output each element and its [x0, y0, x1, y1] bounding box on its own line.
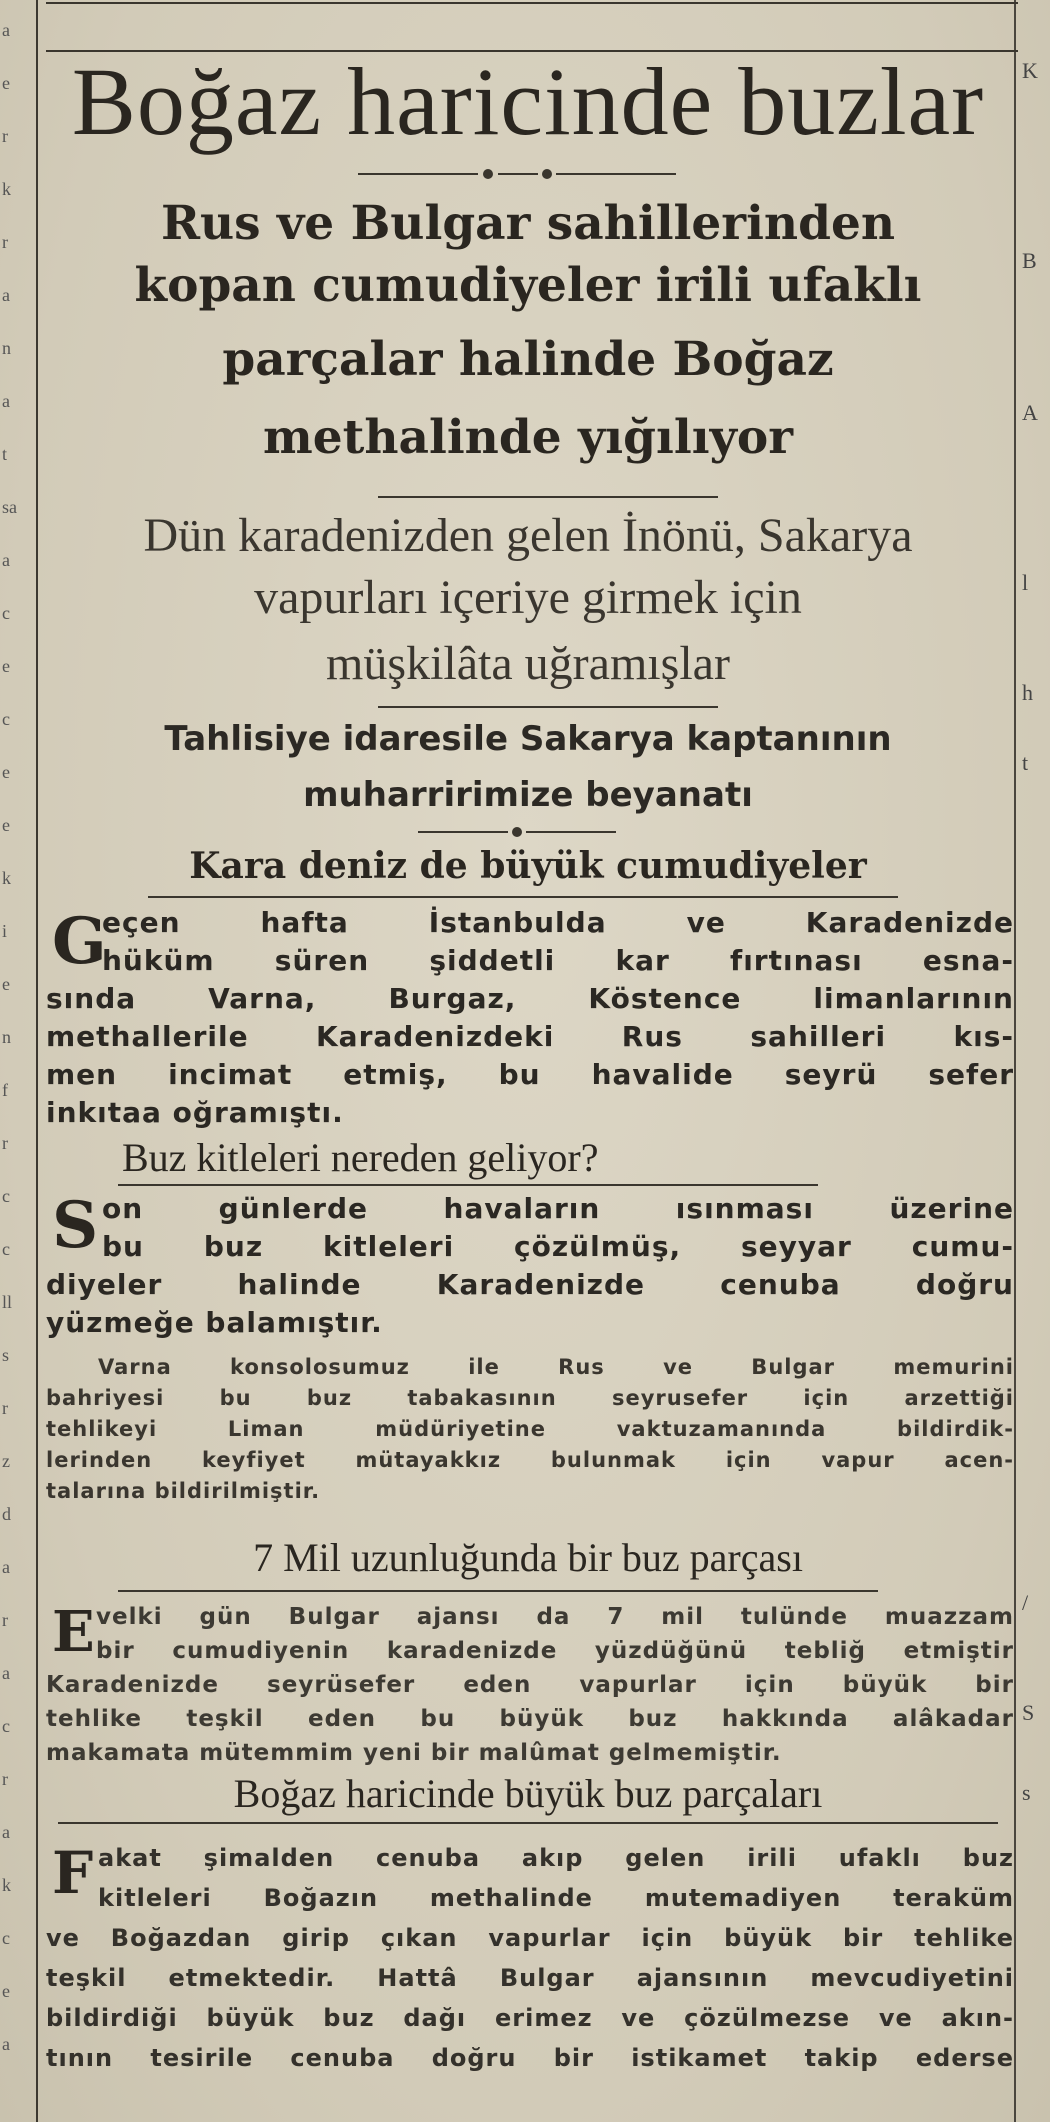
subdeck-line-2: vapurları içeriye girmek için	[254, 571, 802, 624]
margin-fragment: t	[1022, 750, 1029, 775]
margin-fragment: a	[2, 550, 10, 570]
margin-fragment: S	[1022, 1700, 1035, 1725]
text-line: bahriyesi bu buz tabakasının seyrusefer için arzettiği	[46, 1386, 1014, 1410]
margin-fragment: k	[2, 1875, 11, 1895]
ornament-divider	[38, 168, 1018, 180]
margin-fragment: h	[1022, 680, 1033, 705]
margin-fragment: f	[2, 1080, 8, 1100]
text-line: tının tesirile cenuba doğru bir istikamet takip ederse	[46, 2044, 1014, 2072]
margin-fragment: a	[2, 20, 10, 40]
margin-fragment: c	[2, 1716, 10, 1736]
article-column	[36, 0, 1018, 2122]
text-line: sında Varna, Burgaz, Köstence limanlarının	[46, 982, 1014, 1015]
text-line: methallerile Karadenizdeki Rus sahilleri kıs-	[46, 1020, 1014, 1053]
text-line: men incimat etmiş, bu havalide seyrü sefer	[46, 1058, 1014, 1091]
subdeck-line-1: Dün karadenizden gelen İnönü, Sakarya	[143, 509, 913, 562]
section-heading-2: Buz kitleleri nereden geliyor?	[122, 1135, 599, 1180]
section-1-body	[46, 904, 1014, 1132]
text-line: inkıtaa oğramıştı.	[46, 1096, 344, 1129]
ornament-divider	[38, 826, 1018, 838]
text-line: Karadenizde seyrüsefer eden vapurlar için büyük bir	[46, 1672, 1014, 1698]
text-line: bildirdiği büyük buz dağı erimez ve çözülmezse ve akın-	[46, 2004, 1014, 2032]
section-heading-1: Kara deniz de büyük cumudiyeler	[189, 845, 867, 887]
margin-fragment: sa	[2, 497, 17, 517]
text-line: ve Boğazdan girip çıkan vapurlar için büyük bir tehlike	[46, 1924, 1014, 1952]
margin-fragment: e	[2, 762, 10, 782]
margin-fragment: a	[2, 1663, 10, 1683]
short-rule	[378, 706, 718, 708]
margin-fragment: t	[2, 444, 8, 464]
text-line: eçen hafta İstanbulda ve Karadenizde	[102, 906, 1014, 939]
statement-line-1: Tahlisiye idaresile Sakarya kaptanının	[164, 719, 892, 759]
text-line: akat şimalden cenuba akıp gelen irili ufaklı buz	[98, 1844, 1014, 1872]
section-heading-3: 7 Mil uzunluğunda bir buz parçası	[253, 1535, 803, 1580]
margin-fragment: l	[1022, 570, 1029, 595]
section-3-body	[46, 1600, 1014, 1770]
margin-fragment: c	[2, 1239, 10, 1259]
text-line: bir cumudiyenin karadenizde yüzdüğünü tebliğ etmiştir	[96, 1638, 1014, 1664]
margin-fragment: B	[1022, 248, 1037, 273]
margin-fragment: n	[2, 1027, 11, 1047]
text-line: hüküm süren şiddetli kar fırtınası esna-	[102, 944, 1014, 977]
margin-fragment: e	[2, 656, 10, 676]
margin-fragment: s	[1022, 1780, 1031, 1805]
text-line: diyeler halinde Karadenizde cenuba doğru	[46, 1268, 1014, 1301]
text-line: on günlerde havaların ısınması üzerine	[102, 1192, 1014, 1225]
margin-fragment: a	[2, 1557, 10, 1577]
margin-fragment: k	[2, 868, 11, 888]
text-line: yüzmeğe balamıştır.	[46, 1306, 383, 1339]
margin-fragment: r	[2, 232, 8, 252]
top-rule	[46, 2, 1018, 4]
margin-fragment: k	[2, 179, 11, 199]
section-heading-4: Boğaz haricinde büyük buz parçaları	[233, 1771, 823, 1816]
section-2-body	[46, 1190, 1014, 1342]
heading-underline	[118, 1184, 818, 1186]
text-line: tehlike teşkil eden bu büyük buz hakkında alâkadar	[46, 1706, 1014, 1732]
margin-fragment: /	[1022, 1590, 1029, 1615]
margin-fragment: a	[2, 391, 10, 411]
text-line: teşkil etmektedir. Hattâ Bulgar ajansının mevcudiyetini	[46, 1964, 1014, 1992]
margin-fragment: d	[2, 1504, 11, 1524]
margin-fragment: e	[2, 815, 10, 835]
margin-fragment: i	[2, 921, 8, 941]
text-line: tehlikeyi Liman müdüriyetine vaktuzamanında bildirdik-	[46, 1417, 1014, 1441]
deck-line-1: Rus ve Bulgar sahillerinden	[160, 196, 896, 251]
margin-fragment: r	[2, 1769, 8, 1789]
margin-fragment: z	[2, 1451, 10, 1471]
text-line: bu buz kitleleri çözülmüş, seyyar cumu-	[102, 1230, 1014, 1263]
margin-fragment: a	[2, 285, 10, 305]
margin-fragment: r	[2, 1610, 8, 1630]
dropcap: G	[52, 904, 107, 979]
dropcap: S	[52, 1188, 99, 1263]
margin-fragment: a	[2, 2034, 10, 2054]
margin-fragment: a	[2, 1822, 10, 1842]
right-column-fragment	[1014, 0, 1050, 2122]
heading-underline	[118, 1590, 878, 1592]
margin-fragment: s	[2, 1345, 10, 1365]
text-line: talarına bildirilmiştir.	[46, 1479, 321, 1503]
section-4-body	[46, 1838, 1014, 2078]
headline-title: Boğaz haricinde buzlar	[71, 48, 985, 155]
margin-fragment: r	[2, 126, 8, 146]
margin-fragment: c	[2, 1928, 10, 1948]
deck-line-4: methalinde yığılıyor	[263, 410, 793, 465]
deck-line-3: parçalar halinde Boğaz	[222, 332, 834, 387]
section-2-smalltext	[46, 1352, 1014, 1507]
short-rule	[378, 496, 718, 498]
margin-fragment: e	[2, 974, 10, 994]
margin-fragment: e	[2, 73, 10, 93]
margin-fragment: r	[2, 1398, 8, 1418]
text-line: Varna konsolosumuz ile Rus ve Bulgar memurini	[98, 1355, 1014, 1379]
statement-line-2: muharririmize beyanatı	[303, 775, 753, 815]
margin-fragment: r	[2, 1133, 8, 1153]
margin-fragment: c	[2, 1186, 10, 1206]
heading-underline	[58, 1822, 998, 1824]
margin-fragment: ll	[2, 1292, 13, 1312]
deck-line-2: kopan cumudiyeler irili ufaklı	[134, 258, 922, 313]
left-column-fragment	[0, 0, 22, 2122]
margin-fragment: A	[1022, 400, 1038, 425]
text-line: makamata mütemmim yeni bir malûmat gelmemiştir.	[46, 1740, 782, 1766]
text-line: kitleleri Boğazın methalinde mutemadiyen teraküm	[98, 1884, 1014, 1912]
text-line: velki gün Bulgar ajansı da 7 mil tulünde muazzam	[96, 1604, 1014, 1630]
text-line: lerinden keyfiyet mütayakkız bulunmak için vapur acen-	[46, 1448, 1014, 1472]
margin-fragment: e	[2, 1981, 10, 2001]
dropcap: F	[52, 1839, 94, 1907]
margin-fragment: K	[1022, 58, 1038, 83]
margin-fragment: c	[2, 603, 10, 623]
dropcap: E	[52, 1599, 95, 1665]
subdeck-line-3: müşkilâta uğramışlar	[326, 637, 730, 690]
heading-underline	[148, 896, 898, 898]
margin-fragment: c	[2, 709, 10, 729]
margin-fragment: n	[2, 338, 11, 358]
